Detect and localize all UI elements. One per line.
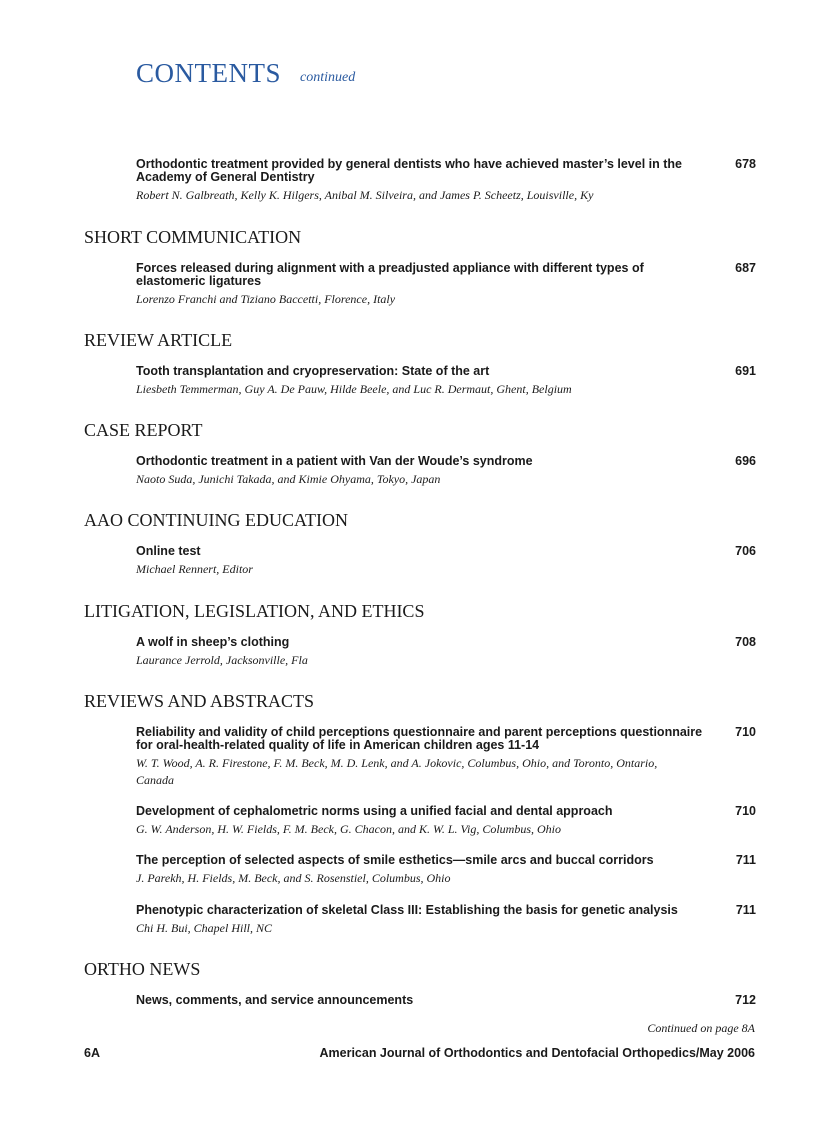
page-number: 708: [735, 635, 756, 649]
toc-entry[interactable]: [136, 726, 756, 789]
page-number: 691: [735, 364, 756, 378]
toc-entry[interactable]: [136, 158, 756, 204]
page-number: 696: [735, 454, 756, 468]
page-number: 712: [735, 993, 756, 1007]
article-title: Development of cephalometric norms using a unified facial and dental approach: [136, 804, 613, 818]
footer-page-label: 6A: [84, 1046, 100, 1060]
article-authors: W. T. Wood, A. R. Firestone, F. M. Beck, M. D. Lenk, and A. Jokovic, Columbus, Ohio, and Toronto, Ontario, Canada: [136, 756, 658, 787]
article-authors: Chi H. Bui, Chapel Hill, NC: [136, 921, 273, 935]
toc-entry[interactable]: [136, 365, 756, 398]
toc-entry[interactable]: [136, 994, 756, 1007]
article-title: Forces released during alignment with a preadjusted appliance with different types of elastomeric ligatures: [136, 261, 644, 288]
section-heading: REVIEWS AND ABSTRACTS: [84, 691, 315, 711]
toc-entry[interactable]: [136, 545, 756, 578]
toc-entry[interactable]: [136, 805, 756, 838]
article-title: Orthodontic treatment provided by general dentists who have achieved master’s level in the Academy of General Dentistry: [136, 157, 682, 184]
toc-entry[interactable]: [136, 854, 756, 887]
contents-subtitle: continued: [300, 70, 356, 85]
page-number: 710: [735, 804, 756, 818]
toc-entry[interactable]: [136, 904, 756, 937]
continued-note: Continued on page 8A: [647, 1021, 755, 1035]
article-title: Online test: [136, 544, 201, 558]
section-heading: REVIEW ARTICLE: [84, 330, 233, 350]
toc-entry[interactable]: [136, 262, 756, 308]
article-authors: Lorenzo Franchi and Tiziano Baccetti, Florence, Italy: [136, 292, 396, 306]
section-heading: CASE REPORT: [84, 420, 203, 440]
page-number: 687: [735, 261, 756, 275]
article-authors: J. Parekh, H. Fields, M. Beck, and S. Rosenstiel, Columbus, Ohio: [136, 871, 451, 885]
article-authors: Liesbeth Temmerman, Guy A. De Pauw, Hilde Beele, and Luc R. Dermaut, Ghent, Belgium: [136, 382, 572, 396]
article-authors: Naoto Suda, Junichi Takada, and Kimie Ohyama, Tokyo, Japan: [136, 472, 441, 486]
footer-journal: American Journal of Orthodontics and Dentofacial Orthopedics/May 2006: [319, 1046, 755, 1060]
page-number: 711: [735, 903, 756, 917]
article-title: Phenotypic characterization of skeletal Class III: Establishing the basis for genetic analysis: [136, 903, 678, 917]
section-heading: AAO CONTINUING EDUCATION: [84, 510, 348, 530]
article-title: Reliability and validity of child perceptions questionnaire and parent perceptions questionnaire for oral-health-related quality of life in American children ages 11-14: [136, 725, 703, 752]
article-title: The perception of selected aspects of smile esthetics—smile arcs and buccal corridors: [136, 853, 654, 867]
toc-entry[interactable]: [136, 455, 756, 488]
section-heading: LITIGATION, LEGISLATION, AND ETHICS: [84, 601, 425, 621]
article-title: A wolf in sheep’s clothing: [136, 635, 290, 649]
page-number: 711: [735, 853, 756, 867]
toc-entry[interactable]: [136, 636, 756, 669]
article-title: Orthodontic treatment in a patient with Van der Woude’s syndrome: [136, 454, 533, 468]
article-authors: G. W. Anderson, H. W. Fields, F. M. Beck, G. Chacon, and K. W. L. Vig, Columbus, Ohio: [136, 822, 561, 836]
article-authors: Robert N. Galbreath, Kelly K. Hilgers, Anibal M. Silveira, and James P. Scheetz, Louisville, Ky: [136, 188, 594, 202]
section-heading: ORTHO NEWS: [84, 959, 201, 979]
article-title: Tooth transplantation and cryopreservation: State of the art: [136, 364, 490, 378]
page-number: 678: [735, 157, 756, 171]
article-authors: Laurance Jerrold, Jacksonville, Fla: [136, 653, 308, 667]
article-authors: Michael Rennert, Editor: [136, 562, 253, 576]
contents-title: CONTENTS: [136, 58, 281, 88]
section-heading: SHORT COMMUNICATION: [84, 227, 302, 247]
page-number: 706: [735, 544, 756, 558]
article-title: News, comments, and service announcements: [136, 993, 414, 1007]
page-number: 710: [735, 725, 756, 739]
